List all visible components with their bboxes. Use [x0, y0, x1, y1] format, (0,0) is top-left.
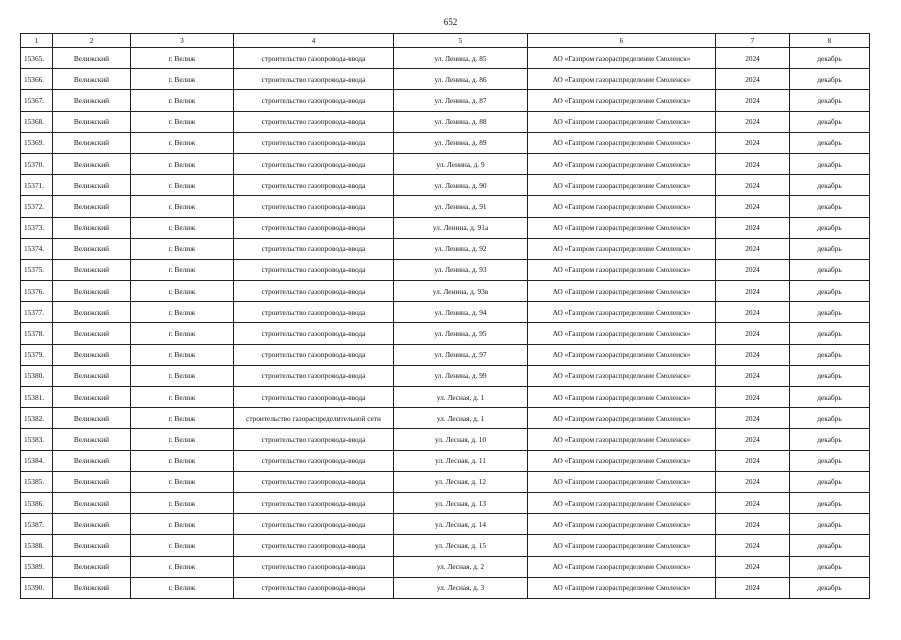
- district-cell: Велижский: [53, 450, 131, 471]
- organization-cell: АО «Газпром газораспределение Смоленск»: [528, 323, 716, 344]
- year-cell: 2024: [716, 217, 790, 238]
- row-number-cell: 15385.: [21, 471, 53, 492]
- row-number-cell: 15379.: [21, 344, 53, 365]
- table-row: [21, 323, 870, 344]
- work-type-cell: строительство газопровода-ввода: [234, 196, 394, 217]
- month-cell: декабрь: [790, 90, 870, 111]
- locality-cell: г. Велиж: [131, 69, 234, 90]
- table-row: [21, 344, 870, 365]
- district-cell: Велижский: [53, 556, 131, 577]
- month-cell: декабрь: [790, 387, 870, 408]
- address-cell: ул. Ленина, д. 95: [394, 323, 528, 344]
- district-cell: Велижский: [53, 111, 131, 132]
- district-cell: Велижский: [53, 514, 131, 535]
- address-cell: ул. Ленина, д. 92: [394, 238, 528, 259]
- address-cell: ул. Лесная, д. 15: [394, 535, 528, 556]
- address-cell: ул. Ленина, д. 97: [394, 344, 528, 365]
- row-number-cell: 15371.: [21, 175, 53, 196]
- work-type-cell: строительство газопровода-ввода: [234, 556, 394, 577]
- table-row: [21, 387, 870, 408]
- address-cell: ул. Ленина, д. 9: [394, 153, 528, 174]
- work-type-cell: строительство газопровода-ввода: [234, 492, 394, 513]
- month-cell: декабрь: [790, 344, 870, 365]
- year-cell: 2024: [716, 153, 790, 174]
- table-body: [21, 48, 870, 599]
- column-header: 7: [716, 34, 790, 48]
- table-row: [21, 281, 870, 302]
- locality-cell: г. Велиж: [131, 492, 234, 513]
- district-cell: Велижский: [53, 238, 131, 259]
- work-type-cell: строительство газопровода-ввода: [234, 175, 394, 196]
- locality-cell: г. Велиж: [131, 387, 234, 408]
- table-row: [21, 196, 870, 217]
- address-cell: ул. Ленина, д. 91: [394, 196, 528, 217]
- month-cell: декабрь: [790, 281, 870, 302]
- organization-cell: АО «Газпром газораспределение Смоленск»: [528, 69, 716, 90]
- month-cell: декабрь: [790, 302, 870, 323]
- row-number-cell: 15382.: [21, 408, 53, 429]
- table-row: [21, 238, 870, 259]
- column-header: 4: [234, 34, 394, 48]
- row-number-cell: 15373.: [21, 217, 53, 238]
- address-cell: ул. Лесная, д. 10: [394, 429, 528, 450]
- row-number-cell: 15372.: [21, 196, 53, 217]
- district-cell: Велижский: [53, 365, 131, 386]
- organization-cell: АО «Газпром газораспределение Смоленск»: [528, 153, 716, 174]
- year-cell: 2024: [716, 556, 790, 577]
- month-cell: декабрь: [790, 556, 870, 577]
- table-row: [21, 429, 870, 450]
- month-cell: декабрь: [790, 238, 870, 259]
- organization-cell: АО «Газпром газораспределение Смоленск»: [528, 471, 716, 492]
- year-cell: 2024: [716, 196, 790, 217]
- year-cell: 2024: [716, 90, 790, 111]
- year-cell: 2024: [716, 514, 790, 535]
- district-cell: Велижский: [53, 323, 131, 344]
- work-type-cell: строительство газопровода-ввода: [234, 577, 394, 598]
- locality-cell: г. Велиж: [131, 577, 234, 598]
- row-number-cell: 15369.: [21, 132, 53, 153]
- address-cell: ул. Ленина, д. 89: [394, 132, 528, 153]
- address-cell: ул. Лесная, д. 1: [394, 408, 528, 429]
- address-cell: ул. Ленина, д. 86: [394, 69, 528, 90]
- month-cell: декабрь: [790, 471, 870, 492]
- month-cell: декабрь: [790, 48, 870, 69]
- organization-cell: АО «Газпром газораспределение Смоленск»: [528, 577, 716, 598]
- work-type-cell: строительство газопровода-ввода: [234, 365, 394, 386]
- work-type-cell: строительство газопровода-ввода: [234, 48, 394, 69]
- locality-cell: г. Велиж: [131, 514, 234, 535]
- row-number-cell: 15381.: [21, 387, 53, 408]
- district-cell: Велижский: [53, 90, 131, 111]
- row-number-cell: 15370.: [21, 153, 53, 174]
- column-header: 1: [21, 34, 53, 48]
- table-row: [21, 365, 870, 386]
- work-type-cell: строительство газопровода-ввода: [234, 217, 394, 238]
- column-header: 5: [394, 34, 528, 48]
- work-type-cell: строительство газораспределительной сети: [234, 408, 394, 429]
- locality-cell: г. Велиж: [131, 535, 234, 556]
- organization-cell: АО «Газпром газораспределение Смоленск»: [528, 302, 716, 323]
- row-number-cell: 15366.: [21, 69, 53, 90]
- locality-cell: г. Велиж: [131, 111, 234, 132]
- organization-cell: АО «Газпром газораспределение Смоленск»: [528, 90, 716, 111]
- district-cell: Велижский: [53, 344, 131, 365]
- organization-cell: АО «Газпром газораспределение Смоленск»: [528, 217, 716, 238]
- table-row: [21, 175, 870, 196]
- table-row: [21, 492, 870, 513]
- table-row: [21, 69, 870, 90]
- organization-cell: АО «Газпром газораспределение Смоленск»: [528, 535, 716, 556]
- month-cell: декабрь: [790, 323, 870, 344]
- locality-cell: г. Велиж: [131, 556, 234, 577]
- year-cell: 2024: [716, 535, 790, 556]
- table-row: [21, 450, 870, 471]
- row-number-cell: 15365.: [21, 48, 53, 69]
- table-row: [21, 556, 870, 577]
- address-cell: ул. Лесная, д. 14: [394, 514, 528, 535]
- year-cell: 2024: [716, 48, 790, 69]
- year-cell: 2024: [716, 387, 790, 408]
- organization-cell: АО «Газпром газораспределение Смоленск»: [528, 281, 716, 302]
- month-cell: декабрь: [790, 492, 870, 513]
- district-cell: Велижский: [53, 387, 131, 408]
- locality-cell: г. Велиж: [131, 153, 234, 174]
- address-cell: ул. Ленина, д. 91а: [394, 217, 528, 238]
- organization-cell: АО «Газпром газораспределение Смоленск»: [528, 111, 716, 132]
- table-row: [21, 471, 870, 492]
- address-cell: ул. Лесная, д. 13: [394, 492, 528, 513]
- district-cell: Велижский: [53, 259, 131, 280]
- work-type-cell: строительство газопровода-ввода: [234, 302, 394, 323]
- address-cell: ул. Ленина, д. 88: [394, 111, 528, 132]
- address-cell: ул. Лесная, д. 1: [394, 387, 528, 408]
- address-cell: ул. Лесная, д. 11: [394, 450, 528, 471]
- organization-cell: АО «Газпром газораспределение Смоленск»: [528, 492, 716, 513]
- district-cell: Велижский: [53, 48, 131, 69]
- district-cell: Велижский: [53, 492, 131, 513]
- month-cell: декабрь: [790, 535, 870, 556]
- work-type-cell: строительство газопровода-ввода: [234, 111, 394, 132]
- row-number-cell: 15375.: [21, 259, 53, 280]
- month-cell: декабрь: [790, 450, 870, 471]
- month-cell: декабрь: [790, 514, 870, 535]
- column-header: 2: [53, 34, 131, 48]
- year-cell: 2024: [716, 238, 790, 259]
- district-cell: Велижский: [53, 535, 131, 556]
- month-cell: декабрь: [790, 429, 870, 450]
- address-cell: ул. Ленина, д. 99: [394, 365, 528, 386]
- address-cell: ул. Лесная, д. 2: [394, 556, 528, 577]
- organization-cell: АО «Газпром газораспределение Смоленск»: [528, 514, 716, 535]
- district-cell: Велижский: [53, 217, 131, 238]
- row-number-cell: 15367.: [21, 90, 53, 111]
- organization-cell: АО «Газпром газораспределение Смоленск»: [528, 132, 716, 153]
- row-number-cell: 15376.: [21, 281, 53, 302]
- locality-cell: г. Велиж: [131, 450, 234, 471]
- row-number-cell: 15368.: [21, 111, 53, 132]
- district-cell: Велижский: [53, 302, 131, 323]
- work-type-cell: строительство газопровода-ввода: [234, 344, 394, 365]
- work-type-cell: строительство газопровода-ввода: [234, 281, 394, 302]
- locality-cell: г. Велиж: [131, 217, 234, 238]
- organization-cell: АО «Газпром газораспределение Смоленск»: [528, 259, 716, 280]
- organization-cell: АО «Газпром газораспределение Смоленск»: [528, 175, 716, 196]
- year-cell: 2024: [716, 175, 790, 196]
- table-row: [21, 302, 870, 323]
- organization-cell: АО «Газпром газораспределение Смоленск»: [528, 344, 716, 365]
- organization-cell: АО «Газпром газораспределение Смоленск»: [528, 387, 716, 408]
- table-row: [21, 514, 870, 535]
- district-cell: Велижский: [53, 281, 131, 302]
- locality-cell: г. Велиж: [131, 471, 234, 492]
- work-type-cell: строительство газопровода-ввода: [234, 450, 394, 471]
- work-type-cell: строительство газопровода-ввода: [234, 429, 394, 450]
- month-cell: декабрь: [790, 577, 870, 598]
- row-number-cell: 15378.: [21, 323, 53, 344]
- row-number-cell: 15374.: [21, 238, 53, 259]
- column-header: 8: [790, 34, 870, 48]
- year-cell: 2024: [716, 344, 790, 365]
- address-cell: ул. Ленина, д. 93: [394, 259, 528, 280]
- district-cell: Велижский: [53, 408, 131, 429]
- year-cell: 2024: [716, 577, 790, 598]
- organization-cell: АО «Газпром газораспределение Смоленск»: [528, 408, 716, 429]
- year-cell: 2024: [716, 323, 790, 344]
- address-cell: ул. Ленина, д. 85: [394, 48, 528, 69]
- month-cell: декабрь: [790, 408, 870, 429]
- organization-cell: АО «Газпром газораспределение Смоленск»: [528, 196, 716, 217]
- locality-cell: г. Велиж: [131, 302, 234, 323]
- district-cell: Велижский: [53, 429, 131, 450]
- table-row: [21, 535, 870, 556]
- table-row: [21, 90, 870, 111]
- row-number-cell: 15380.: [21, 365, 53, 386]
- table-row: [21, 408, 870, 429]
- work-type-cell: строительство газопровода-ввода: [234, 387, 394, 408]
- address-cell: ул. Лесная, д. 3: [394, 577, 528, 598]
- work-type-cell: строительство газопровода-ввода: [234, 90, 394, 111]
- work-type-cell: строительство газопровода-ввода: [234, 514, 394, 535]
- column-number-row: [21, 34, 870, 48]
- locality-cell: г. Велиж: [131, 238, 234, 259]
- locality-cell: г. Велиж: [131, 196, 234, 217]
- table-row: [21, 153, 870, 174]
- month-cell: декабрь: [790, 259, 870, 280]
- year-cell: 2024: [716, 132, 790, 153]
- month-cell: декабрь: [790, 132, 870, 153]
- month-cell: декабрь: [790, 175, 870, 196]
- table-row: [21, 132, 870, 153]
- work-type-cell: строительство газопровода-ввода: [234, 259, 394, 280]
- table-row: [21, 577, 870, 598]
- locality-cell: г. Велиж: [131, 259, 234, 280]
- month-cell: декабрь: [790, 196, 870, 217]
- locality-cell: г. Велиж: [131, 281, 234, 302]
- locality-cell: г. Велиж: [131, 408, 234, 429]
- year-cell: 2024: [716, 259, 790, 280]
- page-number: 652: [443, 17, 458, 27]
- locality-cell: г. Велиж: [131, 365, 234, 386]
- row-number-cell: 15388.: [21, 535, 53, 556]
- month-cell: декабрь: [790, 111, 870, 132]
- table-row: [21, 259, 870, 280]
- district-cell: Велижский: [53, 153, 131, 174]
- month-cell: декабрь: [790, 217, 870, 238]
- district-cell: Велижский: [53, 132, 131, 153]
- organization-cell: АО «Газпром газораспределение Смоленск»: [528, 450, 716, 471]
- row-number-cell: 15383.: [21, 429, 53, 450]
- table-row: [21, 111, 870, 132]
- year-cell: 2024: [716, 281, 790, 302]
- district-cell: Велижский: [53, 577, 131, 598]
- locality-cell: г. Велиж: [131, 90, 234, 111]
- work-type-cell: строительство газопровода-ввода: [234, 471, 394, 492]
- year-cell: 2024: [716, 365, 790, 386]
- work-type-cell: строительство газопровода-ввода: [234, 323, 394, 344]
- organization-cell: АО «Газпром газораспределение Смоленск»: [528, 556, 716, 577]
- column-header: 3: [131, 34, 234, 48]
- work-type-cell: строительство газопровода-ввода: [234, 238, 394, 259]
- year-cell: 2024: [716, 408, 790, 429]
- table-row: [21, 217, 870, 238]
- work-type-cell: строительство газопровода-ввода: [234, 153, 394, 174]
- year-cell: 2024: [716, 69, 790, 90]
- year-cell: 2024: [716, 111, 790, 132]
- locality-cell: г. Велиж: [131, 48, 234, 69]
- address-cell: ул. Ленина, д. 94: [394, 302, 528, 323]
- year-cell: 2024: [716, 302, 790, 323]
- organization-cell: АО «Газпром газораспределение Смоленск»: [528, 429, 716, 450]
- district-cell: Велижский: [53, 175, 131, 196]
- work-type-cell: строительство газопровода-ввода: [234, 69, 394, 90]
- plan-table: [20, 33, 870, 599]
- address-cell: ул. Ленина, д. 93в: [394, 281, 528, 302]
- year-cell: 2024: [716, 429, 790, 450]
- district-cell: Велижский: [53, 69, 131, 90]
- year-cell: 2024: [716, 492, 790, 513]
- row-number-cell: 15390.: [21, 577, 53, 598]
- locality-cell: г. Велиж: [131, 323, 234, 344]
- month-cell: декабрь: [790, 69, 870, 90]
- district-cell: Велижский: [53, 196, 131, 217]
- work-type-cell: строительство газопровода-ввода: [234, 535, 394, 556]
- year-cell: 2024: [716, 471, 790, 492]
- month-cell: декабрь: [790, 365, 870, 386]
- row-number-cell: 15389.: [21, 556, 53, 577]
- district-cell: Велижский: [53, 471, 131, 492]
- organization-cell: АО «Газпром газораспределение Смоленск»: [528, 48, 716, 69]
- row-number-cell: 15387.: [21, 514, 53, 535]
- organization-cell: АО «Газпром газораспределение Смоленск»: [528, 365, 716, 386]
- row-number-cell: 15386.: [21, 492, 53, 513]
- locality-cell: г. Велиж: [131, 429, 234, 450]
- table-row: [21, 48, 870, 69]
- locality-cell: г. Велиж: [131, 175, 234, 196]
- year-cell: 2024: [716, 450, 790, 471]
- work-type-cell: строительство газопровода-ввода: [234, 132, 394, 153]
- row-number-cell: 15384.: [21, 450, 53, 471]
- locality-cell: г. Велиж: [131, 132, 234, 153]
- address-cell: ул. Лесная, д. 12: [394, 471, 528, 492]
- address-cell: ул. Ленина, д. 87: [394, 90, 528, 111]
- address-cell: ул. Ленина, д. 90: [394, 175, 528, 196]
- month-cell: декабрь: [790, 153, 870, 174]
- organization-cell: АО «Газпром газораспределение Смоленск»: [528, 238, 716, 259]
- locality-cell: г. Велиж: [131, 344, 234, 365]
- row-number-cell: 15377.: [21, 302, 53, 323]
- column-header: 6: [528, 34, 716, 48]
